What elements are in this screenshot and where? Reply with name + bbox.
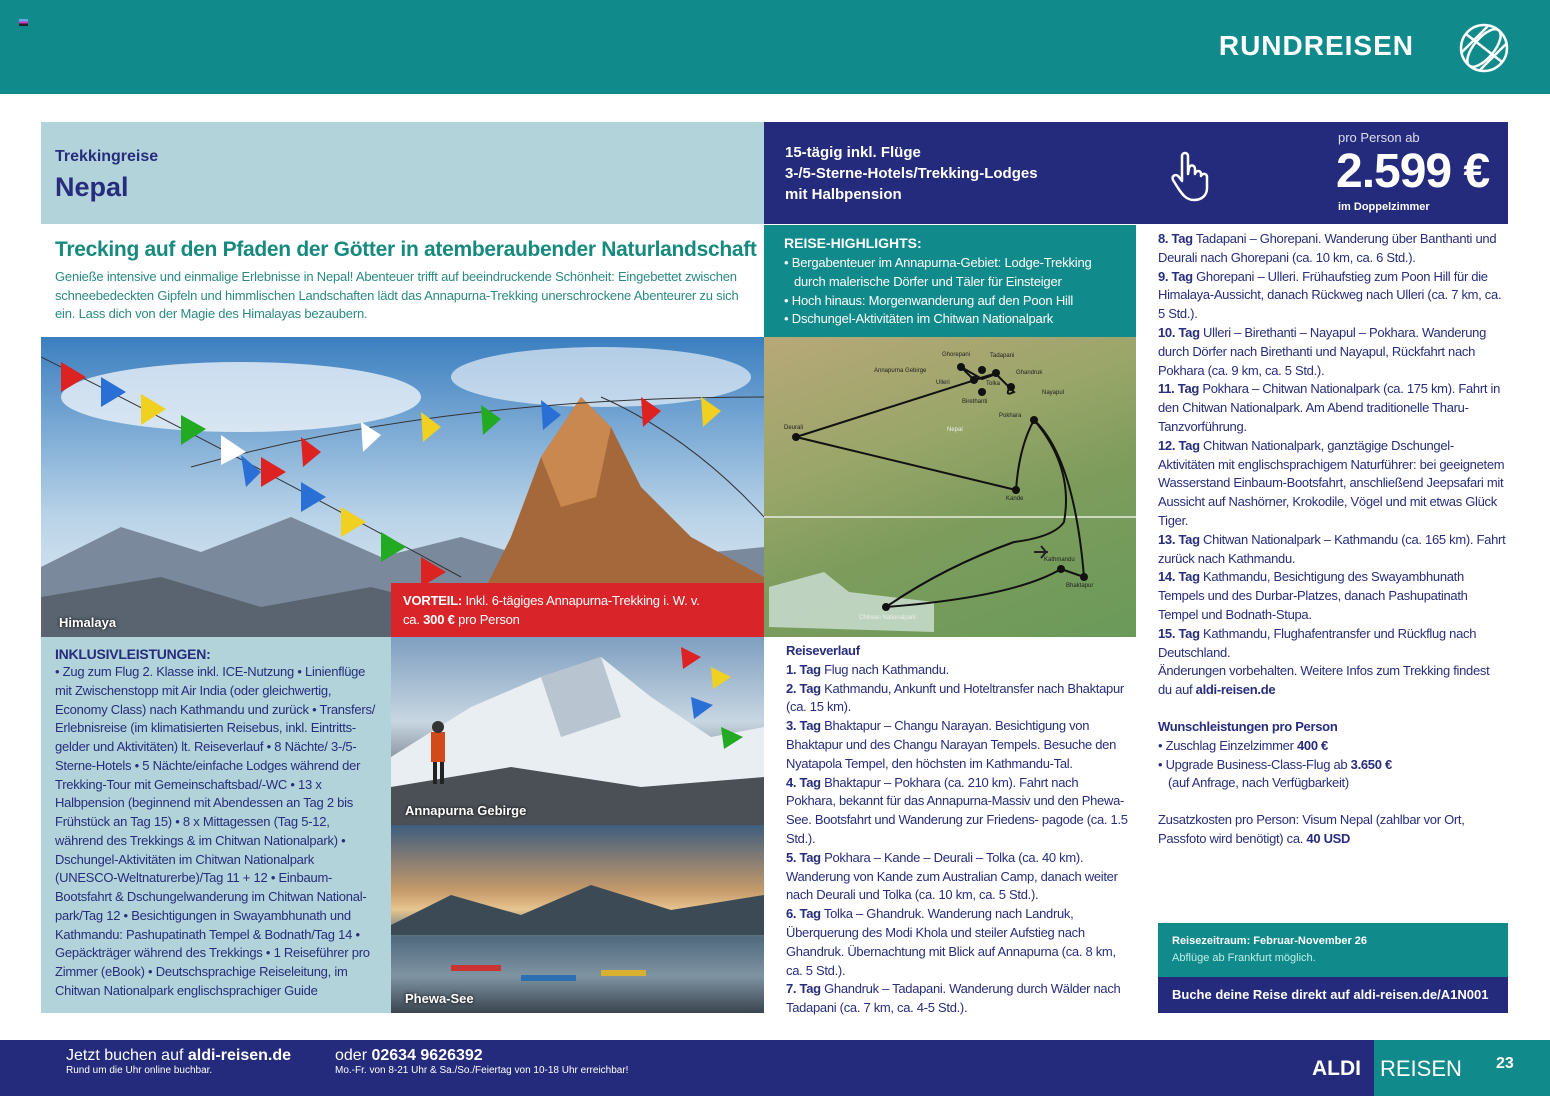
website-link[interactable]: aldi-reisen.de bbox=[1195, 682, 1276, 698]
itinerary-day: 1. Tag Flug nach Kathmandu. bbox=[786, 661, 949, 677]
itinerary-day: 11. Tag Pokhara – Chitwan Nationalpark (ca. 175 km). Fahrt in den Chitwan Nationalpark. Am Abend traditionelle Tharu-Tanzvorführung. bbox=[1158, 381, 1501, 434]
itinerary-note: Änderungen vorbehalten. Weitere Infos zum Trekking findest du auf aldi-reisen.de bbox=[1158, 663, 1490, 698]
footer-phone-sub: Mo.-Fr. von 8-21 Uhr & Sa./So./Feiertag von 10-18 Uhr erreichbar! bbox=[335, 1065, 629, 1076]
advantage-suffix: pro Person bbox=[454, 612, 520, 627]
map-label: Birethanti bbox=[962, 399, 988, 405]
map-label: Ulleri bbox=[936, 380, 950, 386]
route-map bbox=[764, 337, 1136, 637]
price-suffix: im Doppelzimmer bbox=[1338, 201, 1430, 213]
travel-period: Reisezeitraum: Februar-November 26 bbox=[1172, 935, 1368, 947]
map-label: Tolka bbox=[986, 381, 1001, 387]
section-title: RUNDREISEN bbox=[1218, 30, 1414, 61]
annapurna-photo bbox=[391, 637, 764, 825]
top-banner bbox=[0, 0, 1550, 94]
inclusions-title: INKLUSIVLEISTUNGEN: bbox=[55, 646, 211, 662]
itinerary-day: 10. Tag Ulleri – Birethanti – Nayapul – Pokhara. Wanderung durch Dörfer nach Birethanti und Nayapul, Rückfahrt nach Pokhara (ca. 9 km, ca. 5 Std.). bbox=[1158, 324, 1487, 378]
inclusions-box bbox=[41, 637, 391, 1013]
map-label: Annapurna Gebirge bbox=[874, 368, 927, 374]
phewa-lake-photo bbox=[391, 825, 764, 1013]
price-box bbox=[764, 122, 1508, 224]
map-label: Nepal bbox=[947, 427, 963, 433]
optional-item: • Zuschlag Einzelzimmer 400 € bbox=[1158, 737, 1328, 753]
itinerary-day: 6. Tag Tolka – Ghandruk. Wanderung nach Landruk, Überquerung des Modi Khola und steiler Aufstieg nach Ghandruk. Übernachtung mit Blick auf Annapurna (ca. 8 km, ca. 5 Std.). bbox=[786, 906, 1116, 978]
itinerary-day: 5. Tag Pokhara – Kande – Deurali – Tolka (ca. 40 km). Wanderung von Kande zum Australian Camp, danach weiter nach Deurali und Tolka (ca. 10 km, ca. 5 Std.). bbox=[786, 849, 1118, 903]
highlight-item: • Dschungel-Aktivitäten im Chitwan Nationalpark bbox=[784, 311, 1053, 327]
footer bbox=[0, 1040, 1550, 1096]
highlight-item: • Hoch hinaus: Morgenwanderung auf den Poon Hill bbox=[784, 292, 1074, 308]
photo-caption: Phewa-See bbox=[405, 991, 474, 1006]
footer-phone: oder 02634 9626392 Mo.-Fr. von 8-21 Uhr & Sa./So./Feiertag von 10-18 Uhr erreichbar! bbox=[335, 1047, 629, 1076]
advantage-amount: 300 € bbox=[423, 612, 455, 627]
itinerary-day: 7. Tag Ghandruk – Tadapani. Wanderung durch Wälder nach Tadapani (ca. 7 km, ca. 4-5 Std.). bbox=[786, 981, 1121, 1016]
itinerary-day: 8. Tag Tadapani – Ghorepani. Wanderung über Banthanti und Deurali nach Ghorepani (ca. 10 km, ca. 6 Std.). bbox=[1158, 231, 1497, 265]
phone-number[interactable]: 02634 9626392 bbox=[371, 1047, 483, 1064]
color-mark-icon bbox=[19, 19, 28, 26]
headline: Trecking auf den Pfaden der Götter in atemberaubender Naturlandschaft bbox=[55, 238, 757, 261]
feature-board: mit Halbpension bbox=[785, 186, 902, 203]
itinerary-day: 9. Tag Ghorepani – Ulleri. Frühaufstieg zum Poon Hill für die Himalaya-Aussicht, danach Rückweg nach Ulleri (ca. 7 km, ca. 5 Std.). bbox=[1158, 268, 1502, 322]
map-label: Ghorepani bbox=[942, 352, 971, 358]
map-label: Pokhara bbox=[999, 413, 1022, 419]
trip-destination: Nepal bbox=[55, 172, 129, 202]
map-label: Kande bbox=[1006, 496, 1024, 502]
book-online-link[interactable]: Buche deine Reise direkt auf aldi-reisen.de/A1N001 bbox=[1158, 977, 1508, 1013]
price: 2.599 € bbox=[1336, 145, 1490, 198]
pointing-hand-icon[interactable] bbox=[1168, 148, 1224, 204]
feature-duration: 15-tägig inkl. Flüge bbox=[785, 144, 921, 161]
page-number: 23 bbox=[1496, 1055, 1514, 1072]
map-label: Nayapul bbox=[1042, 390, 1065, 396]
travel-period-box bbox=[1158, 923, 1508, 977]
price-prefix: pro Person ab bbox=[1338, 130, 1420, 145]
intro-text: Genieße intensive und einmalige Erlebnisse in Nepal! Abenteuer trifft auf beeindruckende Schönheit: Eingebettet zwischen schneebedeckten Gipfeln und himmlischen Landschaften lädt das Annapurna-Trekking unerschrockene Abenteurer zu sich ein. Lass dich von der Magie des Himalayas bezaubern. bbox=[55, 269, 739, 322]
itinerary-day: 14. Tag Kathmandu, Besichtigung des Swayambhunath Tempels und des Durbar-Platzes, danach Pashupatinath Tempel und Bodnath-Stupa. bbox=[1158, 569, 1468, 622]
itinerary-part1 bbox=[786, 642, 1131, 1018]
globe-icon bbox=[1458, 22, 1510, 74]
feature-hotels: 3-/5-Sterne-Hotels/Trekking-Lodges bbox=[785, 165, 1038, 182]
itinerary-day: 2. Tag Kathmandu, Ankunft und Hoteltransfer nach Bhaktapur (ca. 15 km). bbox=[786, 680, 1124, 715]
highlight-item: • Bergabenteuer im Annapurna-Gebiet: Lodge-Trekking durch malerische Dörfer und Täler für Einsteiger bbox=[784, 255, 1092, 289]
itinerary-title: Reiseverlauf bbox=[786, 643, 860, 658]
photo-caption: Himalaya bbox=[59, 615, 117, 630]
footer-website-link[interactable]: aldi-reisen.de bbox=[187, 1047, 292, 1064]
highlights-box bbox=[764, 225, 1136, 337]
photo-caption: Annapurna Gebirge bbox=[405, 803, 527, 818]
itinerary-day: 4. Tag Bhaktapur – Pokhara (ca. 210 km). Fahrt nach Pokhara, bekannt für das Annapurna-Massiv und den Phewa-See. Bootsfahrt und Wanderung zur Friedens- pagode (ca. 1.5 Std.). bbox=[786, 774, 1128, 846]
right-column bbox=[1158, 230, 1506, 849]
brand-box bbox=[1374, 1040, 1550, 1096]
trip-type: Trekkingreise bbox=[55, 148, 159, 165]
map-label: Kathmandu bbox=[1044, 557, 1075, 563]
map-label: Tadapani bbox=[990, 353, 1015, 359]
highlights-title: REISE-HIGHLIGHTS: bbox=[784, 235, 922, 251]
map-labels bbox=[764, 337, 1136, 637]
map-label: Ghandruk bbox=[1016, 370, 1043, 376]
title-box bbox=[41, 122, 764, 224]
advantage-prefix: ca. bbox=[403, 612, 424, 627]
inclusions-text: • Zug zum Flug 2. Klasse inkl. ICE-Nutzung • Linienflüge mit Zwischenstopp mit Air India (oder gleichwertig, Economy Class) nach Kathmandu und zurück • Transfers/ Erlebnisreise (im klimatisierten Reisebus, inkl. Eintritts- gelder und Aktivitäten) lt. Reiseverlauf • 8 Nächte/ 3-/5-Sterne-Hotels • 5 Nächte/einfache Lodges während der Trekking-Tour mit Gemeinschaftsbad/-WC • 13 x Halbpension (beginnend mit Abendessen an Tag 2 bis Frühstück an Tag 15) • 8 x Mittagessen (Tag 5-12, während des Trekkings & im Chitwan Nationalpark) • Dschungel-Aktivitäten im Chitwan Nationalpark (UNESCO-Weltnaturerbe)/Tag 11 + 12 • Einbaum- Bootsfahrt & Dschungelwanderung im Chitwan National- park/Tag 12 • Besichtigungen in Swayambhunath und Kathmandu: Pashupatinath Tempel & Bodnath/Tag 14 • Gepäckträger während des Trekkings • 1 Reiseführer pro Zimmer (eBook) • Deutschsprachige Reiseleitung, im Chitwan Nationalpark englischsprachiger Guide bbox=[55, 664, 376, 998]
map-label: Deurali bbox=[784, 425, 804, 431]
map-label: Chitwan Nationalpark bbox=[859, 615, 917, 621]
footer-online: Jetzt buchen auf aldi-reisen.de Rund um die Uhr online buchbar. bbox=[66, 1047, 292, 1076]
optional-item: • Upgrade Business-Class-Flug ab 3.650 € (auf Anfrage, nach Verfügbarkeit) bbox=[1158, 756, 1392, 791]
advantage-text: Inkl. 6-tägiges Annapurna-Trekking i. W. v. bbox=[462, 593, 700, 608]
itinerary-day: 15. Tag Kathmandu, Flughafentransfer und Rückflug nach Deutschland. bbox=[1158, 625, 1477, 660]
map-label: Bhaktapur bbox=[1066, 583, 1094, 589]
optional-services-title: Wunschleistungen pro Person bbox=[1158, 718, 1338, 734]
itinerary-day: 3. Tag Bhaktapur – Changu Narayan. Besichtigung von Bhaktapur und des Changu Narayan Tempels. Besuche den Nyatapola Tempel, den höchsten im Kathmandu-Tal. bbox=[786, 718, 1117, 771]
itinerary-day: 12. Tag Chitwan Nationalpark, ganztägige Dschungel- Aktivitäten mit englischsprachigem Naturführer: bei geeignetem Wasserstand Einbaum-Bootsfahrt, anschließend Jeepsafari mit Aussicht auf Nashörner, Krokodile, Vögel und mit etwas Glück Tiger. bbox=[1158, 437, 1505, 528]
departures-note: Abflüge ab Frankfurt möglich. bbox=[1172, 952, 1316, 964]
advantage-label: VORTEIL: bbox=[403, 593, 463, 608]
itinerary-day: 13. Tag Chitwan Nationalpark – Kathmandu (ca. 165 km). Fahrt zurück nach Kathmandu. bbox=[1158, 531, 1506, 566]
itinerary-part2 bbox=[1158, 230, 1506, 700]
brand-aldi: ALDI bbox=[1312, 1057, 1361, 1080]
advantage-banner bbox=[391, 583, 764, 637]
optional-services bbox=[1158, 718, 1506, 849]
extra-costs: Zusatzkosten pro Person: Visum Nepal (zahlbar vor Ort, Passfoto wird benötigt) ca. 40 USD bbox=[1158, 812, 1465, 846]
brand-reisen: REISEN bbox=[1380, 1056, 1462, 1081]
footer-online-sub: Rund um die Uhr online buchbar. bbox=[66, 1065, 213, 1076]
